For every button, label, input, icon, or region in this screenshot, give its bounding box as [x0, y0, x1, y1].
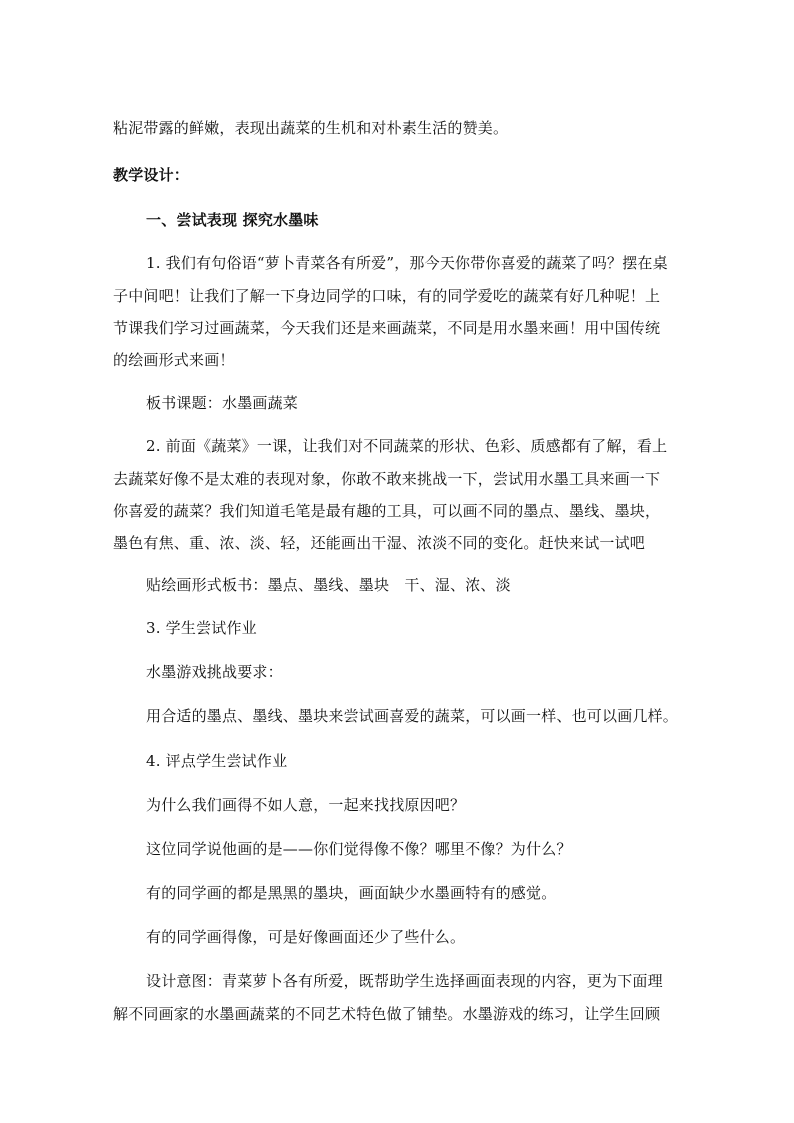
- paragraph-line: 子中间吧！让我们了解一下身边同学的口味，有的同学爱吃的蔬菜有好几种呢！上: [113, 287, 661, 305]
- paragraph-line: 2. 前面《蔬菜》一课，让我们对不同蔬菜的形状、色彩、质感都有了解，看上: [146, 437, 668, 455]
- board-title-line: 板书课题：水墨画蔬菜: [146, 394, 299, 412]
- paragraph-line: 水墨游戏挑战要求：: [146, 663, 283, 681]
- paragraph-line: 设计意图：青菜萝卜各有所爱，既帮助学生选择画面表现的内容，更为下面理: [146, 972, 663, 990]
- paragraph-line: 的绘画形式来画！: [113, 351, 235, 369]
- paragraph-line: 用合适的墨点、墨线、墨块来尝试画喜爱的蔬菜，可以画一样、也可以画几样。: [146, 707, 679, 725]
- paragraph-line: 节课我们学习过画蔬菜，今天我们还是来画蔬菜，不同是用水墨来画！用中国传统: [113, 319, 661, 337]
- paragraph-line: 你喜爱的蔬菜？我们知道毛笔是最有趣的工具，可以画不同的墨点、墨线、墨块，: [113, 502, 661, 520]
- section-heading-teaching-design: 教学设计：: [113, 166, 190, 184]
- step-heading-3: 3. 学生尝试作业: [146, 619, 257, 637]
- paragraph-line: 有的同学画得像，可是好像画面还少了些什么。: [146, 928, 466, 946]
- paragraph-line: 1. 我们有句俗语“萝卜青菜各有所爱”，那今天你带你喜爱的蔬菜了吗？摆在桌: [146, 254, 668, 272]
- step-heading-4: 4. 评点学生尝试作业: [146, 752, 288, 770]
- board-form-line: 贴绘画形式板书：墨点、墨线、墨块 干、湿、浓、淡: [146, 576, 511, 594]
- paragraph-line: 解不同画家的水墨画蔬菜的不同艺术特色做了铺垫。水墨游戏的练习，让学生回顾: [113, 1005, 661, 1023]
- paragraph-line: 为什么我们画得不如人意，一起来找找原因吧？: [146, 796, 466, 814]
- paragraph-line: 墨色有焦、重、浓、淡、轻，还能画出干湿、浓淡不同的变化。赶快来试一试吧: [113, 534, 646, 552]
- paragraph-line-intro: 粘泥带露的鲜嫩，表现出蔬菜的生机和对朴素生活的赞美。: [113, 119, 509, 137]
- subsection-heading-1: 一、尝试表现 探究水墨味: [146, 211, 319, 229]
- paragraph-line: 去蔬菜好像不是太难的表现对象，你敢不敢来挑战一下，尝试用水墨工具来画一下: [113, 470, 661, 488]
- paragraph-line: 有的同学画的都是黑黑的墨块，画面缺少水墨画特有的感觉。: [146, 884, 557, 902]
- paragraph-line: 这位同学说他画的是——你们觉得像不像？哪里不像？为什么？: [146, 840, 572, 858]
